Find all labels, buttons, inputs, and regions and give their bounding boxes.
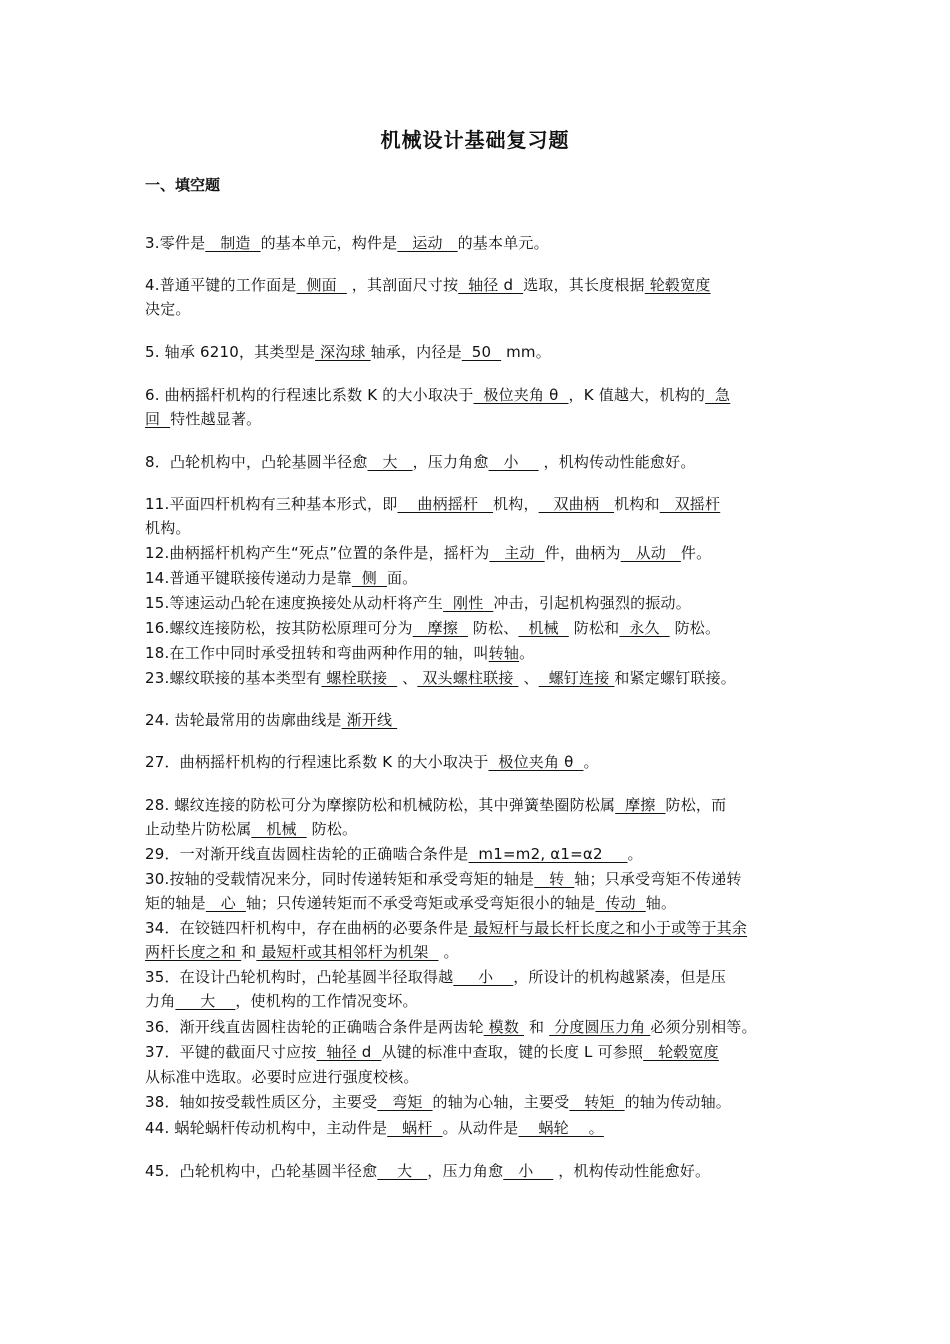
question-text: 44. 蜗轮蜗杆传动机构中，主动件是 xyxy=(145,1119,388,1137)
answer-blank: 两杆长度之和 xyxy=(145,943,242,961)
answer-blank: 小 xyxy=(503,1162,554,1180)
question-line xyxy=(145,966,726,987)
question-text: 力角 xyxy=(145,992,176,1010)
question-line xyxy=(145,592,691,613)
question-text: 机构和 xyxy=(614,495,660,513)
answer-blank: 传动 xyxy=(595,894,646,912)
question-line xyxy=(145,843,643,864)
question-text: ，所设计的机构越紧凑，但是压 xyxy=(513,968,727,986)
answer-blank: 蜗轮 。 xyxy=(518,1119,604,1137)
question-text: 14.普通平键联接传递动力是靠 xyxy=(145,569,352,587)
question-line xyxy=(145,917,747,938)
answer-blank: 轮毂宽度 xyxy=(644,276,711,294)
answer-blank: 极位夹角 θ xyxy=(473,386,569,404)
answer-blank: 渐开线 xyxy=(341,711,398,729)
question-line xyxy=(145,384,730,405)
question-line xyxy=(145,868,742,889)
answer-blank: 弯矩 xyxy=(377,1093,433,1111)
question-text: 矩的轴是 xyxy=(145,894,206,912)
question-line xyxy=(145,892,676,913)
question-text: 从标准中选取。必要时应进行强度校核。 xyxy=(145,1068,419,1086)
question-text: 12.曲柄摇杆机构产生“死点”位置的条件是，摇杆为 xyxy=(145,544,490,562)
question-text: 件，曲柄为 xyxy=(544,544,621,562)
question-line xyxy=(145,542,711,563)
question-text: 3.零件是 xyxy=(145,234,206,252)
question-text: 的基本单元，构件是 xyxy=(260,234,398,252)
question-line xyxy=(145,517,191,538)
question-line xyxy=(145,1160,710,1181)
answer-blank: 运动 xyxy=(397,234,458,252)
question-text: 35．在设计凸轮机构时，凸轮基圆半径取得越 xyxy=(145,968,454,986)
answer-blank: 大 xyxy=(175,992,236,1010)
answer-blank: 螺栓联接 xyxy=(321,669,398,687)
question-line xyxy=(145,232,549,253)
answer-blank: 曲柄摇杆 xyxy=(397,495,494,513)
answer-blank: 大 xyxy=(367,453,413,471)
question-text: ，压力角愈 xyxy=(412,453,489,471)
answer-blank: 转矩 xyxy=(569,1093,625,1111)
question-text: 防松。 xyxy=(306,820,358,838)
answer-blank: 主动 xyxy=(489,544,545,562)
answer-blank: 回 xyxy=(145,410,171,428)
answer-blank: 模数 xyxy=(483,1018,525,1036)
answer-blank: 轮毂宽度 xyxy=(643,1043,719,1061)
question-text: 38．轴如按受载性质区分，主要受 xyxy=(145,1093,378,1111)
answer-blank: 刚性 xyxy=(443,594,494,612)
question-line xyxy=(145,642,534,663)
answer-blank: 双摇杆 xyxy=(659,495,721,513)
question-line xyxy=(145,341,551,362)
question-text: 和 xyxy=(524,1018,550,1036)
answer-blank: m1=m2, α1=α2 xyxy=(468,845,628,863)
question-text: 、 xyxy=(397,669,418,687)
question-text: 防松。 xyxy=(669,619,721,637)
question-text: 轴承，内径是 xyxy=(370,343,462,361)
question-line xyxy=(145,1016,757,1037)
answer-blank: 蜗杆 xyxy=(387,1119,443,1137)
question-text: ，机构传动性能愈好。 xyxy=(553,1162,711,1180)
question-text: mm。 xyxy=(501,343,551,361)
question-text: 。从动件是 xyxy=(442,1119,519,1137)
answer-blank: 轴径 d xyxy=(458,276,524,294)
question-text: 、 xyxy=(518,669,539,687)
question-text: 面。 xyxy=(386,569,418,587)
question-text: 27．曲柄摇杆机构的行程速比系数 K 的大小取决于 xyxy=(145,753,489,771)
question-line xyxy=(145,794,726,815)
question-text: 止动垫片防松属 xyxy=(145,820,252,838)
answer-blank: 心 xyxy=(205,894,246,912)
question-text: 4.普通平键的工作面是 xyxy=(145,276,297,294)
answer-blank: 小 xyxy=(453,968,514,986)
question-line xyxy=(145,667,736,688)
question-text: 防松，而 xyxy=(665,796,727,814)
question-line xyxy=(145,1091,731,1112)
answer-blank: 轴径 d xyxy=(316,1043,382,1061)
question-text: 34．在铰链四杆机构中，存在曲柄的必要条件是 xyxy=(145,919,469,937)
question-text: 和 xyxy=(241,943,257,961)
answer-blank: 从动 xyxy=(620,544,681,562)
question-text: 11.平面四杆机构有三种基本形式，即 xyxy=(145,495,398,513)
question-line xyxy=(145,990,418,1011)
answer-blank: 急 xyxy=(705,386,731,404)
answer-blank: 侧 xyxy=(351,569,387,587)
question-text: 特性越显著。 xyxy=(170,410,262,428)
question-text: 16.螺纹连接防松，按其防松原理可分为 xyxy=(145,619,413,637)
answer-blank: 侧面 xyxy=(296,276,347,294)
question-text: 5. 轴承 6210，其类型是 xyxy=(145,343,316,361)
answer-blank: 转轴 xyxy=(488,644,520,662)
question-text: 轴；只承受弯矩不传递转 xyxy=(574,870,742,888)
question-text: 选取，其长度根据 xyxy=(523,276,645,294)
question-text: 24. 齿轮最常用的齿廓曲线是 xyxy=(145,711,342,729)
question-text: 30.按轴的受载情况来分，同时传递转矩和承受弯矩的轴是 xyxy=(145,870,535,888)
question-text: 和紧定螺钉联接。 xyxy=(614,669,736,687)
question-line xyxy=(145,617,720,638)
answer-blank: 双头螺柱联接 xyxy=(417,669,519,687)
question-text: ，使机构的工作情况变坏。 xyxy=(235,992,418,1010)
question-text: 。 xyxy=(519,644,535,662)
answer-blank: 最短杆或其相邻杆为机架 xyxy=(256,943,439,961)
answer-blank: 最短杆与最长杆长度之和小于或等于其余 xyxy=(468,919,748,937)
question-text: 防松和 xyxy=(568,619,620,637)
question-line xyxy=(145,567,417,588)
question-text: 从键的标准中查取，键的长度 L 可参照 xyxy=(381,1043,644,1061)
question-text: 8．凸轮机构中，凸轮基圆半径愈 xyxy=(145,453,368,471)
question-text: ，K 值越大，机构的 xyxy=(568,386,706,404)
answer-blank: 转 xyxy=(534,870,575,888)
question-line xyxy=(145,818,357,839)
question-text: ，压力角愈 xyxy=(427,1162,504,1180)
question-text: 的轴为心轴，主要受 xyxy=(432,1093,570,1111)
answer-blank: 50 xyxy=(461,343,502,361)
question-line xyxy=(145,1066,419,1087)
question-text: 机构。 xyxy=(145,519,191,537)
answer-blank: 双曲柄 xyxy=(538,495,615,513)
question-text: 防松、 xyxy=(467,619,519,637)
question-text: ，机构传动性能愈好。 xyxy=(538,453,696,471)
answer-blank: 极位夹角 θ xyxy=(488,753,584,771)
question-text: 的基本单元。 xyxy=(457,234,549,252)
question-line xyxy=(145,493,720,514)
page-title: 机械设计基础复习题 xyxy=(380,128,570,152)
question-line xyxy=(145,709,397,730)
question-text: 冲击，引起机构强烈的振动。 xyxy=(493,594,691,612)
answer-blank: 摩擦 xyxy=(615,796,666,814)
question-text: ，其剖面尺寸按 xyxy=(346,276,459,294)
question-text: 。 xyxy=(583,753,599,771)
question-text: 决定。 xyxy=(145,300,191,318)
question-text: 15.等速运动凸轮在速度换接处从动杆将产生 xyxy=(145,594,444,612)
question-text: 轴。 xyxy=(645,894,677,912)
question-line xyxy=(145,751,599,772)
question-text: 机构， xyxy=(493,495,539,513)
answer-blank: 大 xyxy=(377,1162,428,1180)
question-text: 28. 螺纹连接的防松可分为摩擦防松和机械防松，其中弹簧垫圈防松属 xyxy=(145,796,616,814)
answer-blank: 深沟球 xyxy=(315,343,371,361)
answer-blank: 机械 xyxy=(518,619,569,637)
question-text: 18.在工作中同时承受扭转和弯曲两种作用的轴，叫 xyxy=(145,644,489,662)
question-line xyxy=(145,298,191,319)
answer-blank: 永久 xyxy=(619,619,670,637)
question-text: 6. 曲柄摇杆机构的行程速比系数 K 的大小取决于 xyxy=(145,386,474,404)
answer-blank: 小 xyxy=(488,453,539,471)
question-text: 。 xyxy=(627,845,643,863)
question-text: 必须分别相等。 xyxy=(650,1018,757,1036)
question-line xyxy=(145,408,261,429)
question-line xyxy=(145,451,696,472)
section-heading: 一、填空题 xyxy=(145,176,221,194)
question-line xyxy=(145,1041,719,1062)
question-text: 。 xyxy=(438,943,459,961)
answer-blank: 摩擦 xyxy=(412,619,468,637)
question-line xyxy=(145,1117,604,1138)
question-text: 29．一对渐开线直齿圆柱齿轮的正确啮合条件是 xyxy=(145,845,469,863)
question-line xyxy=(145,274,711,295)
question-text: 45．凸轮机构中，凸轮基圆半径愈 xyxy=(145,1162,378,1180)
question-text: 的轴为传动轴。 xyxy=(624,1093,732,1111)
question-text: 件。 xyxy=(680,544,712,562)
question-text: 23.螺纹联接的基本类型有 xyxy=(145,669,322,687)
question-text: 37．平键的截面尺寸应按 xyxy=(145,1043,317,1061)
answer-blank: 机械 xyxy=(251,820,307,838)
answer-blank: 分度圆压力角 xyxy=(549,1018,651,1036)
answer-blank: 螺钉连接 xyxy=(538,669,615,687)
answer-blank: 制造 xyxy=(205,234,261,252)
question-text: 轴；只传递转矩而不承受弯矩或承受弯矩很小的轴是 xyxy=(245,894,596,912)
question-text: 36．渐开线直齿圆柱齿轮的正确啮合条件是两齿轮 xyxy=(145,1018,484,1036)
question-line xyxy=(145,941,459,962)
